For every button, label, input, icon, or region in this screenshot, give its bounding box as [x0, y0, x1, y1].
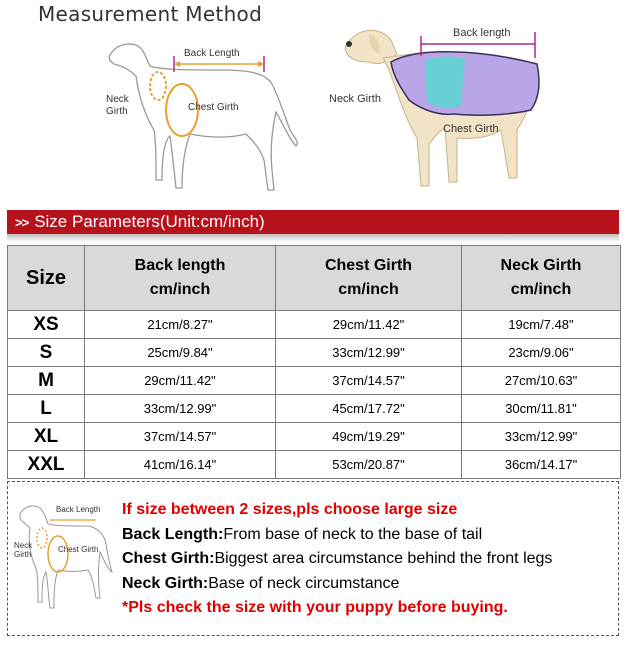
notes-diagram-girth-label: Girth: [14, 550, 32, 559]
chest-girth-cell: 33cm/12.99": [276, 339, 462, 367]
measurement-notes: [7, 481, 619, 636]
neck-girth-cell: 23cm/9.06": [462, 339, 621, 367]
neck-girth-cell: 27cm/10.63": [462, 367, 621, 395]
notes-chest-girth-arrow: [48, 536, 68, 572]
column-header-size: Size: [8, 246, 85, 311]
size-cell: S: [8, 339, 85, 367]
size-cell: XS: [8, 311, 85, 339]
neck-girth-cell: 36cm/14.17": [462, 451, 621, 479]
notes-diagram-chest-girth-label: Chest Girth: [58, 545, 99, 554]
banner-title: Size Parameters(Unit:cm/inch): [34, 212, 265, 231]
chest-girth-note-label: Chest Girth:: [122, 550, 215, 567]
notes-diagram-neck-label: Neck: [14, 541, 33, 550]
size-cell: XXL: [8, 451, 85, 479]
back-length-arrowhead-right: [258, 61, 264, 67]
neck-girth-cell: 30cm/11.81": [462, 395, 621, 423]
back-length-cell: 37cm/14.57": [85, 423, 276, 451]
measurement-section: [0, 0, 627, 205]
back-length-note-label: Back Length:: [122, 525, 224, 543]
neck-girth-cell: 19cm/7.48": [462, 311, 621, 339]
measurement-title: Measurement Method: [38, 2, 263, 26]
dog-vest-photo: [325, 18, 565, 193]
neck-girth-note-text: Base of neck circumstance: [208, 574, 400, 592]
chest-girth-cell: 45cm/17.72": [276, 395, 462, 423]
back-length-cell: 33cm/12.99": [85, 395, 276, 423]
photo-chest-girth-label: Chest Girth: [443, 123, 499, 135]
back-length-cell: 41cm/16.14": [85, 451, 276, 479]
banner-chevrons: >>: [15, 215, 29, 230]
notes-text: [122, 498, 552, 621]
banner-shadow: [7, 234, 619, 242]
size-table: [7, 245, 621, 479]
notes-dog-diagram: [12, 494, 117, 624]
size-warning: *Pls check the size with your puppy before buying.: [122, 599, 508, 616]
size-cell: L: [8, 395, 85, 423]
column-header-neck-girth: Neck Girth cm/inch: [462, 246, 621, 311]
photo-back-length-label: Back length: [453, 27, 511, 39]
chest-girth-cell: 29cm/11.42": [276, 311, 462, 339]
table-row: [8, 395, 621, 423]
dog-outline: [109, 44, 297, 190]
neck-girth-note: [122, 572, 552, 597]
back-length-note: [122, 523, 552, 548]
size-tip: If size between 2 sizes,pls choose large size: [122, 501, 458, 518]
back-length-cell: 25cm/9.84": [85, 339, 276, 367]
size-parameters-banner: [7, 210, 619, 234]
neck-girth-cell: 33cm/12.99": [462, 423, 621, 451]
photo-neck-girth-label: Neck Girth: [329, 93, 381, 105]
diagram-girth-label: Girth: [106, 106, 128, 117]
neck-girth-note-label: Neck Girth:: [122, 574, 209, 592]
size-cell: XL: [8, 423, 85, 451]
table-row: [8, 423, 621, 451]
back-length-cell: 29cm/11.42": [85, 367, 276, 395]
back-length-arrowhead-left: [174, 61, 180, 67]
table-row: [8, 339, 621, 367]
back-length-cell: 21cm/8.27": [85, 311, 276, 339]
column-header-chest-girth: Chest Girth cm/inch: [276, 246, 462, 311]
table-row: [8, 311, 621, 339]
chest-girth-cell: 37cm/14.57": [276, 367, 462, 395]
diagram-neck-label: Neck: [106, 94, 129, 105]
back-length-note-text: From base of neck to the base of tail: [223, 525, 483, 543]
column-header-back-length: Back length cm/inch: [85, 246, 276, 311]
chest-girth-note-text: Biggest area circumstance behind the front legs: [214, 550, 553, 567]
neck-girth-arrow: [150, 72, 166, 100]
diagram-back-length-label: Back Length: [184, 48, 240, 59]
size-cell: M: [8, 367, 85, 395]
notes-neck-girth-arrow: [37, 528, 47, 548]
chest-girth-cell: 53cm/20.87": [276, 451, 462, 479]
table-header-row: [8, 246, 621, 311]
diagram-chest-girth-label: Chest Girth: [188, 102, 239, 113]
table-row: [8, 367, 621, 395]
notes-diagram-back-length-label: Back Length: [56, 505, 101, 514]
vest-panel: [425, 57, 465, 108]
chest-girth-note: [122, 547, 552, 572]
table-row: [8, 451, 621, 479]
notes-dog-outline: [20, 506, 112, 608]
chest-girth-cell: 49cm/19.29": [276, 423, 462, 451]
